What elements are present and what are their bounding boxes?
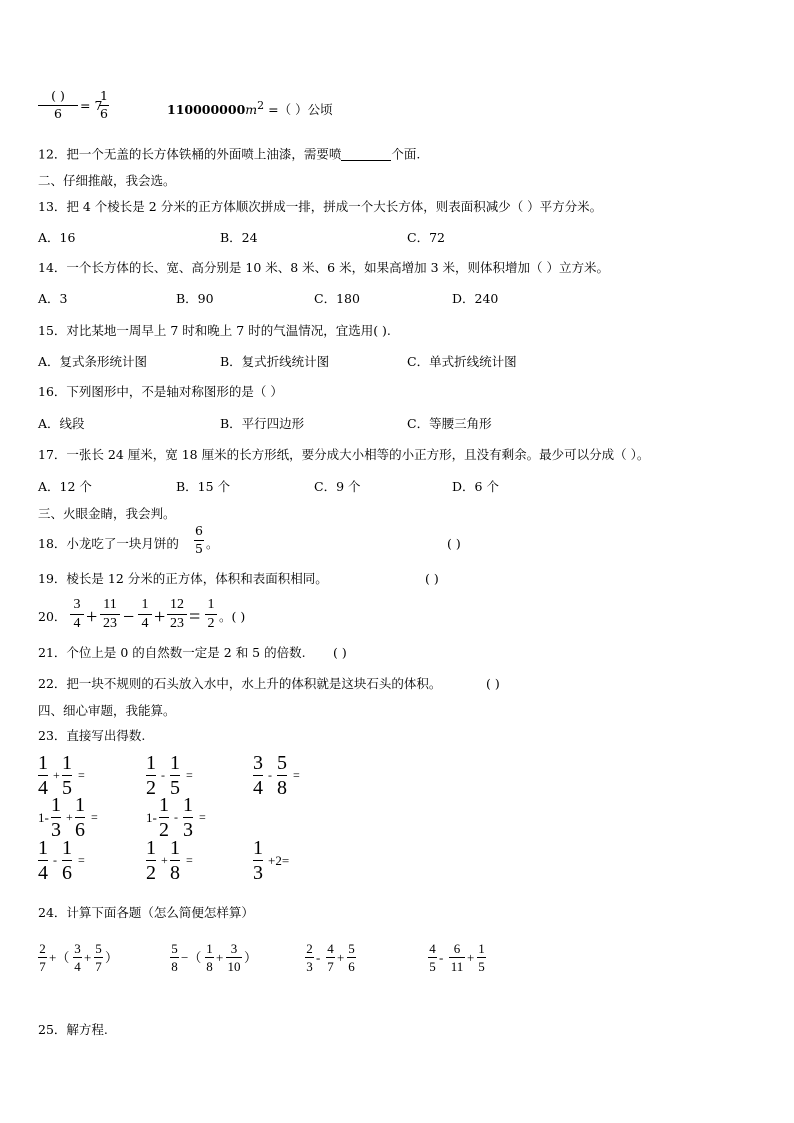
q17-option-a: A．12 个 (38, 479, 92, 494)
q24-fraction: 1 8 (206, 941, 213, 974)
q24-fraction: 5 6 (348, 941, 355, 974)
q24-fraction: 3 4 (74, 941, 81, 974)
q23-operator: + (66, 810, 73, 824)
q24-operator: ） (105, 950, 119, 965)
q24-fraction: 4 7 (327, 941, 334, 974)
q15-option-c: C．单式折线统计图 (407, 354, 517, 369)
q23-prefix: 1- (38, 810, 49, 825)
q24-operator: + (467, 950, 475, 965)
q23-fraction: 1 2 (146, 752, 156, 799)
q23-equals: = (186, 768, 193, 782)
q18-period: 。 (206, 536, 219, 551)
q17-option-d: D．6 个 (452, 479, 499, 494)
q23-fraction: 1 2 (159, 794, 169, 841)
top-fraction-numerator: ( ) (51, 88, 65, 103)
q14-option-a: A．3 (38, 291, 68, 306)
q23-fraction: 1 6 (75, 794, 85, 841)
q24-operator: +（ (49, 950, 70, 965)
question-12: 12．把一个无盖的长方体铁桶的外面喷上油漆，需要喷 个面. (38, 146, 421, 162)
q23-fraction: 1 8 (170, 837, 180, 884)
q23-equals: = (78, 768, 85, 782)
q23-equals: = (186, 853, 193, 867)
q23-operator: + (161, 853, 168, 867)
q23-fraction: 1 3 (253, 837, 263, 884)
q24-operator: - (316, 950, 321, 965)
q24-operator: + (337, 950, 345, 965)
q23-operator: + (53, 768, 60, 782)
question-23: 23．直接写出得数. (38, 728, 146, 743)
q23-prefix: 1- (146, 810, 157, 825)
q24-fraction: 6 11 (450, 941, 464, 974)
q20-term-3: 1 4 (138, 598, 152, 631)
q23-fraction: 1 4 (38, 837, 48, 884)
q23-fraction: 1 5 (62, 752, 72, 799)
top-fraction-denominator: 6 (54, 105, 62, 121)
q23-fraction: 1 2 (146, 837, 156, 884)
question-24: 24．计算下面各题（怎么简便怎样算） (38, 905, 254, 920)
section-2-heading: 二、仔细推敲，我会选。 (38, 173, 176, 188)
q20-term-2: 11 23 (100, 598, 120, 631)
q23-fraction: 1 3 (183, 794, 193, 841)
q24-fraction: 5 8 (171, 941, 178, 974)
q23-equals: = (293, 768, 300, 782)
q23-fraction: 1 3 (51, 794, 61, 841)
q20-op-3: + (154, 606, 166, 628)
q14-option-c: C．180 (314, 291, 360, 306)
q19-answer-paren: ( ) (425, 571, 439, 586)
q15-option-b: B．复式折线统计图 (220, 354, 330, 369)
q13-option-c: C．72 (407, 230, 445, 245)
q16-option-b: B．平行四边形 (220, 416, 305, 431)
q18-fraction: 6 5 (195, 523, 203, 556)
q22-answer-paren: ( ) (486, 676, 500, 691)
q23-equals: = (199, 810, 206, 824)
q20-term-4: 12 23 (167, 598, 187, 631)
question-21: 21．个位上是 0 的自然数一定是 2 和 5 的倍数. (38, 645, 306, 660)
question-22: 22．把一块不规则的石头放入水中，水上升的体积就是这块石头的体积。 (38, 676, 442, 691)
q24-fraction: 5 7 (95, 941, 102, 974)
q24-fraction: 1 5 (478, 941, 485, 974)
q23-operator: - (161, 768, 165, 782)
q16-option-a: A．线段 (38, 416, 85, 431)
question-15: 15．对比某地一周早上 7 时和晚上 7 时的气温情况，宜选用( ). (38, 323, 391, 338)
q24-fraction: 4 5 (429, 941, 436, 974)
q23-fraction: 3 4 (253, 752, 263, 799)
q20-op-2: − (123, 606, 135, 628)
q20-answer-paren: 。( ) (219, 609, 246, 624)
section-3-heading: 三、火眼金睛，我会判。 (38, 506, 176, 521)
question-18-text: 18．小龙吃了一块月饼的 (38, 536, 179, 551)
q17-option-c: C．9 个 (314, 479, 361, 494)
q23-equals: = (78, 853, 85, 867)
top-eq-whole: = 7 (80, 98, 103, 113)
q20-term-1: 3 4 (70, 598, 84, 631)
question-20-label: 20． (38, 609, 67, 624)
question-14: 14．一个长方体的长、宽、高分别是 10 米、8 米、6 米，如果高增加 3 米，则体积增加（ ）立方米。 (38, 260, 609, 275)
question-25: 25．解方程. (38, 1022, 108, 1037)
question-13: 13．把 4 个棱长是 2 分米的正方体顺次拼成一排，拼成一个大长方体，则表面积减少（ ）平方分米。 (38, 199, 603, 214)
q24-operator: + (84, 950, 92, 965)
question-16: 16．下列图形中，不是轴对称图形的是（ ） (38, 384, 283, 399)
q16-option-c: C．等腰三角形 (407, 416, 492, 431)
q20-op-1: + (86, 606, 98, 628)
q23-fraction: 1 4 (38, 752, 48, 799)
q23-fraction: 5 8 (277, 752, 287, 799)
top-fraction-blank (38, 90, 78, 120)
area-conversion: $110000000m^2$ =（ ）公顷 (167, 99, 333, 118)
q18-answer-paren: ( ) (447, 536, 461, 551)
question-19: 19．棱长是 12 分米的正方体，体积和表面积相同。 (38, 571, 328, 586)
section-4-heading: 四、细心审题，我能算。 (38, 703, 176, 718)
q20-term-5: 1 2 (205, 598, 217, 631)
q23-equals: = (91, 810, 98, 824)
q23-fraction: 1 6 (62, 837, 72, 884)
q24-fraction: 2 7 (39, 941, 46, 974)
q17-option-b: B．15 个 (176, 479, 231, 494)
q24-fraction: 2 3 (306, 941, 313, 974)
q23-operator: - (268, 768, 272, 782)
q13-option-a: A．16 (38, 230, 76, 245)
q23-operator: - (53, 853, 57, 867)
q23-operator: +2= (268, 853, 290, 868)
q14-option-b: B．90 (176, 291, 214, 306)
top-mixed-fraction: 1 6 (100, 88, 108, 121)
q21-answer-paren: ( ) (333, 645, 347, 660)
q13-option-b: B．24 (220, 230, 258, 245)
q24-operator: + (216, 950, 224, 965)
q14-option-d: D．240 (452, 291, 499, 306)
q23-fraction: 1 5 (170, 752, 180, 799)
question-17: 17．一张长 24 厘米，宽 18 厘米的长方形纸，要分成大小相等的小正方形，且没有剩余。最少可以分成（ ）。 (38, 447, 650, 462)
q24-fraction: 3 10 (227, 941, 241, 974)
q24-operator: - (439, 950, 444, 965)
q24-operator: ） (244, 950, 258, 965)
q20-op-4: = (189, 606, 201, 628)
q24-operator: −（ (181, 950, 202, 965)
q15-option-a: A．复式条形统计图 (38, 354, 148, 369)
q23-operator: - (174, 810, 178, 824)
